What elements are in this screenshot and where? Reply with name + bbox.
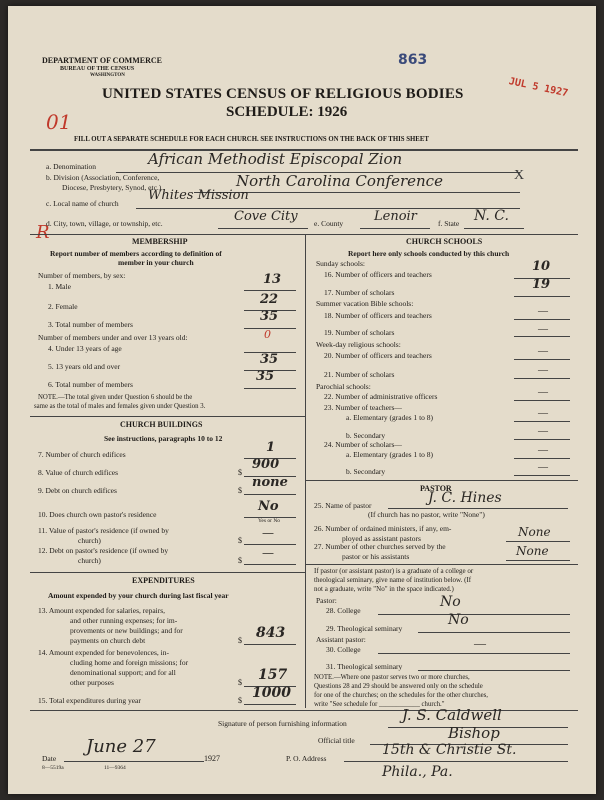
pastor-note-4: write "See schedule for ____________ church." xyxy=(314,701,445,708)
q13-value: 843 xyxy=(256,625,286,641)
q4-label: 4. Under 13 years of age xyxy=(48,344,122,353)
pastor-note-1: NOTE.—Where one pastor serves two or more churches, xyxy=(314,674,470,681)
q23a-label: a. Elementary (grades 1 to 8) xyxy=(346,413,434,422)
q30-value: — xyxy=(474,636,486,650)
q13-label-1: 13. Amount expended for salaries, repairs, xyxy=(38,606,166,615)
q11-value: — xyxy=(262,526,274,540)
pastor-title: PASTOR xyxy=(420,484,452,493)
local-name-value: Whites Mission xyxy=(148,188,249,203)
q12-label-1: 12. Debt on pastor's residence (if owned by xyxy=(38,546,169,555)
q13-label-3: provements or new buildings; and for xyxy=(70,626,183,635)
q27-label-1: 27. Number of other churches served by the xyxy=(314,542,446,551)
schools-title: CHURCH SCHOOLS xyxy=(406,237,483,246)
q13-dollar: $ xyxy=(238,636,242,645)
county-label: e. County xyxy=(314,219,344,228)
q7-value: 1 xyxy=(266,440,276,455)
division-label-1: b. Division (Association, Conference, xyxy=(46,173,160,182)
q12-value: — xyxy=(262,546,274,560)
q8-dollar: $ xyxy=(238,468,242,477)
q15-label: 15. Total expenditures during year xyxy=(38,696,141,705)
q21-value: — xyxy=(538,365,548,376)
age-mark: 0 xyxy=(264,328,271,341)
schools-intro: Report here only schools conducted by this church xyxy=(348,249,510,258)
college-note-3: not a graduate, write "No" in the space indicated.) xyxy=(314,585,454,593)
q18-value: — xyxy=(538,306,548,317)
college-note-2: theological seminary, give name of institution below. (If xyxy=(314,576,472,584)
q25-value: J. C. Hines xyxy=(428,490,502,506)
q20-value: — xyxy=(538,346,548,357)
q13-label-2: and other running expenses; for im- xyxy=(70,616,178,625)
q24a-label: a. Elementary (grades 1 to 8) xyxy=(346,450,434,459)
q5-label: 5. 13 years old and over xyxy=(48,362,121,371)
date-label: Date xyxy=(42,754,57,763)
q19-label: 19. Number of scholars xyxy=(324,328,395,337)
q10-label: 10. Does church own pastor's residence xyxy=(38,510,157,519)
q26-value: None xyxy=(518,525,551,539)
membership-note-1: NOTE.—The total given under Question 6 should be the xyxy=(38,394,193,401)
q9-label: 9. Debt on church edifices xyxy=(38,486,117,495)
vbs-label: Summer vacation Bible schools: xyxy=(316,299,414,308)
code-mark: 01 xyxy=(46,110,72,134)
q9-dollar: $ xyxy=(238,486,242,495)
q28-label: 28. College xyxy=(326,606,361,615)
q14-label-2: cluding home and foreign missions; for xyxy=(70,658,189,667)
q15-value: 1000 xyxy=(252,685,291,701)
q3-label: 3. Total number of members xyxy=(48,320,133,329)
state-value: N. C. xyxy=(474,208,509,224)
q22-value: — xyxy=(538,387,548,398)
q24b-value: — xyxy=(538,462,548,473)
dept-label: DEPARTMENT OF COMMERCE xyxy=(42,56,163,65)
q28-value: No xyxy=(440,594,461,610)
by-sex-label: Number of members, by sex: xyxy=(38,271,126,280)
form-title: UNITED STATES CENSUS OF RELIGIOUS BODIES xyxy=(102,86,464,102)
division-value: North Carolina Conference xyxy=(236,172,443,190)
q30-label: 30. College xyxy=(326,645,361,654)
state-label: f. State xyxy=(438,219,460,228)
signature-value: J. S. Caldwell xyxy=(402,706,502,724)
q26-label-2: ployed as assistant pastors xyxy=(342,534,421,543)
q16-label: 16. Number of officers and teachers xyxy=(324,270,432,279)
county-value: Lenoir xyxy=(374,209,417,224)
q26-label-1: 26. Number of ordained ministers, if any, em- xyxy=(314,524,452,533)
address-value: 15th & Christie St. xyxy=(382,742,517,758)
membership-note-2: same as the total of males and females given under Question 3. xyxy=(34,403,206,410)
parochial-label: Parochial schools: xyxy=(316,382,371,391)
q20-label: 20. Number of officers and teachers xyxy=(324,351,432,360)
q24a-value: — xyxy=(538,445,548,456)
q11-dollar: $ xyxy=(238,536,242,545)
membership-intro-1: Report number of members according to definition of xyxy=(50,249,222,258)
yes-no-label: Yes or No xyxy=(258,518,281,524)
x-mark: X xyxy=(514,168,525,183)
denomination-value: African Methodist Episcopal Zion xyxy=(148,150,403,168)
form-number-1: 8—5519a xyxy=(42,765,64,771)
city-value: Cove City xyxy=(234,209,298,224)
address-label: P. O. Address xyxy=(286,754,327,763)
q17-label: 17. Number of scholars xyxy=(324,288,395,297)
q23b-label: b. Secondary xyxy=(346,431,386,440)
q11-label-2: church) xyxy=(78,536,101,545)
q6-label: 6. Total number of members xyxy=(48,380,133,389)
q29-value: No xyxy=(448,612,469,628)
form-number-2: 11—9364 xyxy=(104,765,126,771)
pastor-note-2: Questions 28 and 29 should be answered only on the schedule xyxy=(314,683,483,690)
college-note-1: If pastor (or assistant pastor) is a graduate of a college or xyxy=(314,567,474,575)
division-label-2: Diocese, Presbytery, Synod, etc.) xyxy=(62,183,162,192)
q19-value: — xyxy=(538,324,548,335)
membership-title: MEMBERSHIP xyxy=(132,237,188,246)
q11-label-1: 11. Value of pastor's residence (if owned by xyxy=(38,526,169,535)
q23-label: 23. Number of teachers— xyxy=(324,403,402,412)
q2-value: 22 xyxy=(260,292,279,307)
q8-value: 900 xyxy=(252,457,280,472)
city-label: d. City, town, village, or township, etc. xyxy=(46,219,163,228)
q21-label: 21. Number of scholars xyxy=(324,370,395,379)
weekday-label: Week-day religious schools: xyxy=(316,340,401,349)
official-title-value: Bishop xyxy=(448,724,500,742)
buildings-title: CHURCH BUILDINGS xyxy=(120,420,203,429)
form-subtitle: SCHEDULE: 1926 xyxy=(226,104,348,120)
age-head-label: Number of members under and over 13 years old: xyxy=(38,333,188,342)
expenditures-title: EXPENDITURES xyxy=(132,576,195,585)
q9-value: none xyxy=(252,475,288,490)
q22-label: 22. Number of administrative officers xyxy=(324,392,438,401)
r-mark: R xyxy=(36,222,50,243)
q12-dollar: $ xyxy=(238,556,242,565)
q25-note: (If church has no pastor, write "None") xyxy=(368,510,485,519)
pastor-note-3: for one of the churches; on the schedules for the other churches, xyxy=(314,692,489,699)
buildings-sub: See instructions, paragraphs 10 to 12 xyxy=(104,434,223,443)
q14-dollar: $ xyxy=(238,678,242,687)
q1-value: 13 xyxy=(263,272,282,287)
instruction-line: FILL OUT A SEPARATE SCHEDULE FOR EACH CHURCH. SEE INSTRUCTIONS ON THE BACK OF THIS SHEET xyxy=(74,136,429,143)
assistant-subhead: Assistant pastor: xyxy=(316,635,366,644)
denomination-label: a. Denomination xyxy=(46,162,96,171)
pastor-subhead: Pastor: xyxy=(316,596,337,605)
received-date-stamp: JUL 5 1927 xyxy=(507,76,569,100)
census-schedule-sheet xyxy=(8,6,596,794)
q18-label: 18. Number of officers and teachers xyxy=(324,311,432,320)
q17-value: 19 xyxy=(532,277,551,292)
q13-label-4: payments on church debt xyxy=(70,636,146,645)
q3-value: 35 xyxy=(260,309,279,324)
q31-label: 31. Theological seminary xyxy=(326,662,403,671)
q14-label-4: other purposes xyxy=(70,678,114,687)
q1-label: 1. Male xyxy=(48,282,71,291)
q27-label-2: pastor or his assistants xyxy=(342,552,410,561)
date-value: June 27 xyxy=(86,736,156,757)
city-label: WASHINGTON xyxy=(90,73,125,78)
serial-number: 863 xyxy=(398,52,428,68)
q23b-value: — xyxy=(538,426,548,437)
q25-label: 25. Name of pastor xyxy=(314,501,372,510)
q14-label-1: 14. Amount expended for benevolences, in- xyxy=(38,648,170,657)
q24b-label: b. Secondary xyxy=(346,467,386,476)
q10-value: No xyxy=(258,499,279,514)
q12-label-2: church) xyxy=(78,556,101,565)
expenditures-intro: Amount expended by your church during last fiscal year xyxy=(48,591,229,600)
q27-value: None xyxy=(516,544,549,558)
q15-dollar: $ xyxy=(238,696,242,705)
q24-label: 24. Number of scholars— xyxy=(324,440,402,449)
q8-label: 8. Value of church edifices xyxy=(38,468,119,477)
membership-intro-2: member in your church xyxy=(118,258,194,267)
q7-label: 7. Number of church edifices xyxy=(38,450,126,459)
q6-value: 35 xyxy=(256,369,275,384)
address-value-2: Phila., Pa. xyxy=(382,764,453,780)
sunday-label: Sunday schools: xyxy=(316,259,365,268)
q5-value: 35 xyxy=(260,352,279,367)
q2-label: 2. Female xyxy=(48,302,78,311)
q29-label: 29. Theological seminary xyxy=(326,624,403,633)
official-title-label: Official title xyxy=(318,736,355,745)
q14-label-3: denominational support; and for all xyxy=(70,668,176,677)
signature-label: Signature of person furnishing information xyxy=(218,719,347,728)
q23a-value: — xyxy=(538,408,548,419)
year-value: 1927 xyxy=(204,754,220,763)
q14-value: 157 xyxy=(258,667,288,683)
bureau-label: BUREAU OF THE CENSUS xyxy=(60,66,135,72)
q16-value: 10 xyxy=(532,259,551,274)
local-name-label: c. Local name of church xyxy=(46,199,119,208)
